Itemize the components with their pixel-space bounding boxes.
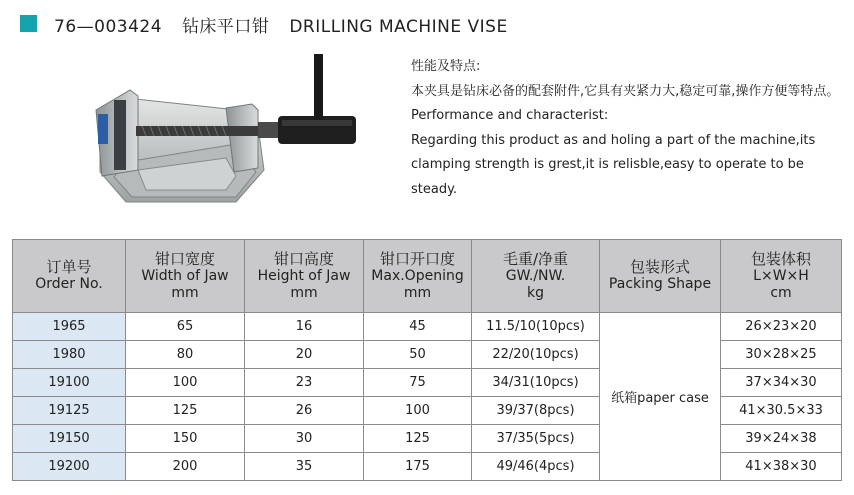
- cell-opening: 100: [364, 397, 472, 425]
- cell-width: 125: [126, 397, 245, 425]
- description: [411, 55, 847, 202]
- cell-opening: 50: [364, 341, 472, 369]
- cell-order: 19200: [13, 453, 126, 481]
- cell-order: 19125: [13, 397, 126, 425]
- cell-weight: 22/20(10pcs): [472, 341, 600, 369]
- cell-weight: 39/37(8pcs): [472, 397, 600, 425]
- cell-order: 19100: [13, 369, 126, 397]
- desc-en-heading: Performance and characterist:: [411, 108, 609, 123]
- title-bullet: [20, 15, 37, 32]
- cell-height: 30: [245, 425, 364, 453]
- cell-height: 26: [245, 397, 364, 425]
- spec-table: [12, 239, 842, 481]
- title-en: DRILLING MACHINE VISE: [289, 17, 508, 37]
- cell-volume: 41×38×30: [721, 453, 842, 481]
- cell-order: 1980: [13, 341, 126, 369]
- cell-height: 35: [245, 453, 364, 481]
- col-weight: 毛重/净重 GW./NW. kg: [472, 240, 600, 313]
- cell-volume: 30×28×25: [721, 341, 842, 369]
- cell-opening: 125: [364, 425, 472, 453]
- desc-en-text: Regarding this product as and holing a part of the machine,its clamping strength is grest,it is relisble,easy to operate to be steady.: [411, 132, 816, 197]
- cell-volume: 39×24×38: [721, 425, 842, 453]
- page-title: [54, 12, 522, 37]
- cell-height: 23: [245, 369, 364, 397]
- product-code: 76—003424: [54, 17, 163, 37]
- col-width: 钳口宽度 Width of Jaw mm: [126, 240, 245, 313]
- cell-weight: 34/31(10pcs): [472, 369, 600, 397]
- desc-cn-text: 本夹具是钻床必备的配套附件,它具有夹紧力大,稳定可靠,操作方便等特点。: [411, 83, 840, 99]
- cell-width: 80: [126, 341, 245, 369]
- col-height: 钳口高度 Height of Jaw mm: [245, 240, 364, 313]
- col-packing: 包装形式 Packing Shape: [600, 240, 721, 313]
- table-row: [13, 313, 842, 341]
- cell-height: 20: [245, 341, 364, 369]
- cell-height: 16: [245, 313, 364, 341]
- col-volume: 包装体积 L×W×H cm: [721, 240, 842, 313]
- cell-width: 200: [126, 453, 245, 481]
- cell-volume: 26×23×20: [721, 313, 842, 341]
- vise-image: [86, 52, 364, 222]
- cell-volume: 37×34×30: [721, 369, 842, 397]
- table-header-row: [13, 240, 842, 313]
- cell-opening: 75: [364, 369, 472, 397]
- cell-order: 1965: [13, 313, 126, 341]
- cell-order: 19150: [13, 425, 126, 453]
- cell-width: 100: [126, 369, 245, 397]
- cell-weight: 49/46(4pcs): [472, 453, 600, 481]
- col-opening: 钳口开口度 Max.Opening mm: [364, 240, 472, 313]
- cell-opening: 45: [364, 313, 472, 341]
- cell-weight: 11.5/10(10pcs): [472, 313, 600, 341]
- cell-width: 150: [126, 425, 245, 453]
- cell-packing: 纸箱paper case: [600, 313, 721, 481]
- cell-volume: 41×30.5×33: [721, 397, 842, 425]
- cell-weight: 37/35(5pcs): [472, 425, 600, 453]
- title-cn: 钻床平口钳: [181, 17, 270, 37]
- desc-cn-heading: 性能及特点:: [411, 59, 481, 74]
- col-order: 订单号 Order No.: [13, 240, 126, 313]
- cell-width: 65: [126, 313, 245, 341]
- cell-opening: 175: [364, 453, 472, 481]
